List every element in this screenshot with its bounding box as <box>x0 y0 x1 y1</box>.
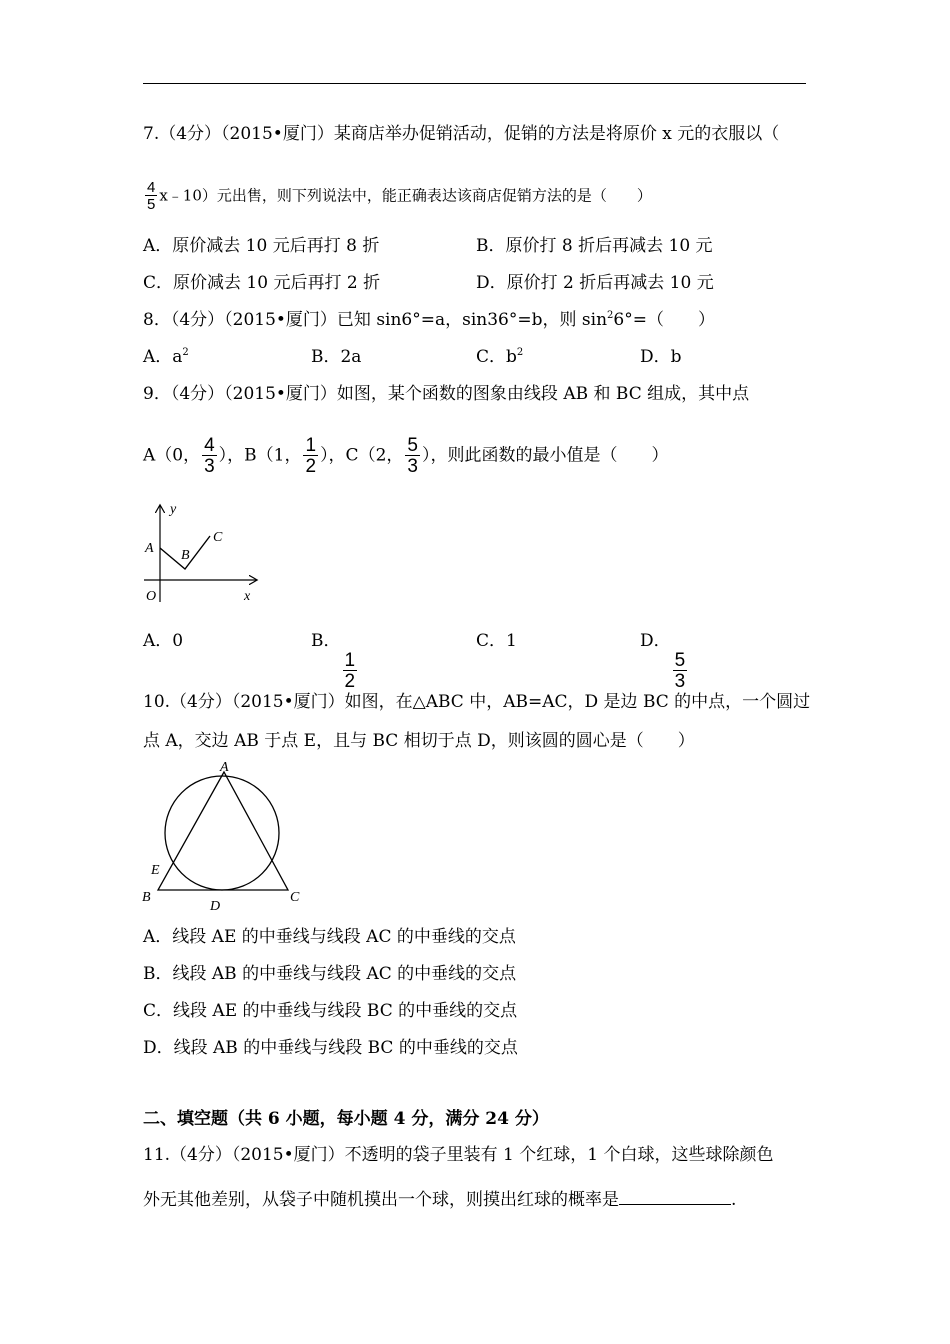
q8-stem-a: 8．（4分）（2015•厦门）已知 sin6°=a，sin36°=b，则 sin <box>143 310 608 330</box>
q8-stem-b: 6°=（ ） <box>613 310 715 330</box>
q8-option-a <box>143 349 189 366</box>
q9-points <box>143 436 668 476</box>
q7-stem-line2 <box>143 180 652 212</box>
q9-label-y: y <box>170 502 177 517</box>
q10-label-e: E <box>151 863 160 878</box>
q7-option-b: B．原价打 8 折后再减去 10 元 <box>476 236 713 256</box>
q7-option-c: C．原价减去 10 元后再打 2 折 <box>143 273 381 293</box>
q9-point-c-pre: ），C（2， <box>320 445 404 466</box>
q10-option-d: D．线段 AB 的中垂线与线段 BC 的中垂线的交点 <box>143 1038 518 1058</box>
q7-frac-den: 5 <box>147 196 156 213</box>
q11-line1: 11.（4分）（2015•厦门）不透明的袋子里装有 1 个红球，1 个白球，这些球除颜色 <box>143 1145 774 1165</box>
q9-point-c-frac <box>405 436 420 476</box>
q10-line2: 点 A，交边 AB 于点 E，且与 BC 相切于点 D，则该圆的圆心是（ ） <box>143 731 695 751</box>
q7-frac-num: 4 <box>147 179 156 196</box>
section-2-title: 二、填空题（共 6 小题，每小题 4 分，满分 24 分） <box>143 1109 549 1129</box>
q7-stem-tail: x﹣10）元出售，则下列说法中，能正确表达该商店促销方法的是（ ） <box>159 186 652 205</box>
q10-line1: 10.（4分）（2015•厦门）如图，在△ABC 中，AB=AC，D 是边 BC 的中点，一个圆过 <box>143 692 811 712</box>
q7-stem: 7.（4分）（2015•厦门）某商店举办促销活动，促销的方法是将原价 x 元的衣服以（ <box>143 124 780 144</box>
q7-fraction <box>145 180 157 212</box>
q10-label-c: C <box>290 890 300 905</box>
q9-option-d <box>640 633 689 691</box>
q8-opt-c-sup: 2 <box>516 347 524 358</box>
q9-pb-den: 2 <box>305 456 317 477</box>
q9-pb-num: 1 <box>305 435 317 456</box>
top-rule <box>143 83 806 84</box>
q7-option-a: A．原价减去 10 元后再打 8 折 <box>143 236 380 256</box>
q9-opt-b-num: 1 <box>344 650 356 671</box>
q9-label-a: A <box>145 541 154 556</box>
q8-stem-sup: 2 <box>607 310 614 321</box>
q9-option-b <box>311 633 359 691</box>
q9-pa-num: 4 <box>204 435 215 456</box>
q9-pc-num: 5 <box>407 435 418 456</box>
q9-opt-b-frac <box>343 651 358 691</box>
q8-opt-a-text: A．a <box>143 347 183 367</box>
q9-option-a: A．0 <box>143 631 184 651</box>
q8-option-d: D．b <box>640 347 682 367</box>
q9-opt-d-text: D． <box>640 631 671 651</box>
q11-line2-text: 外无其他差别，从袋子中随机摸出一个球，则摸出红球的概率是 <box>143 1190 619 1210</box>
q10-label-d: D <box>210 899 221 914</box>
q9-stem: 9．（4分）（2015•厦门）如图，某个函数的图象由线段 AB 和 BC 组成，其中点 <box>143 384 750 404</box>
q9-opt-b-text: B． <box>311 631 341 651</box>
q8-stem <box>143 312 715 329</box>
q8-option-c <box>476 349 523 366</box>
q9-option-c: C．1 <box>476 631 517 651</box>
q10-option-b: B．线段 AB 的中垂线与线段 AC 的中垂线的交点 <box>143 964 517 984</box>
q10-triangle <box>158 772 288 890</box>
q8-option-b: B．2a <box>311 347 362 367</box>
q9-opt-b-den: 2 <box>344 671 356 692</box>
q9-label-c: C <box>213 530 223 545</box>
q9-function-graph <box>140 498 265 606</box>
q10-triangle-circle-figure <box>140 760 310 916</box>
q9-label-b: B <box>181 548 190 563</box>
q10-label-a: A <box>220 760 229 775</box>
q8-opt-c-text: C．b <box>476 347 517 367</box>
q9-point-b-frac <box>303 436 318 476</box>
q9-point-a-pre: A（0， <box>143 445 201 466</box>
q11-answer-blank[interactable] <box>619 1186 731 1205</box>
q9-opt-d-frac <box>673 651 688 691</box>
q9-pa-den: 3 <box>204 456 215 477</box>
q9-point-a-frac <box>202 436 217 476</box>
q9-point-b-pre: ），B（1， <box>218 445 302 466</box>
q10-option-a: A．线段 AE 的中垂线与线段 AC 的中垂线的交点 <box>143 927 516 947</box>
q10-label-b: B <box>142 890 151 905</box>
q11-line2 <box>143 1186 736 1209</box>
q9-opt-d-den: 3 <box>674 671 686 692</box>
q9-label-x: x <box>244 589 251 604</box>
q9-pc-den: 3 <box>407 456 418 477</box>
q11-line2-end: . <box>731 1190 737 1210</box>
q9-tail: ），则此函数的最小值是（ ） <box>421 445 669 466</box>
q10-circle <box>165 776 279 890</box>
q9-opt-d-num: 5 <box>674 650 686 671</box>
q8-opt-a-sup: 2 <box>182 347 189 358</box>
q9-label-o: O <box>146 589 157 604</box>
q10-option-c: C．线段 AE 的中垂线与线段 BC 的中垂线的交点 <box>143 1001 518 1021</box>
q7-option-d: D．原价打 2 折后再减去 10 元 <box>476 273 714 293</box>
